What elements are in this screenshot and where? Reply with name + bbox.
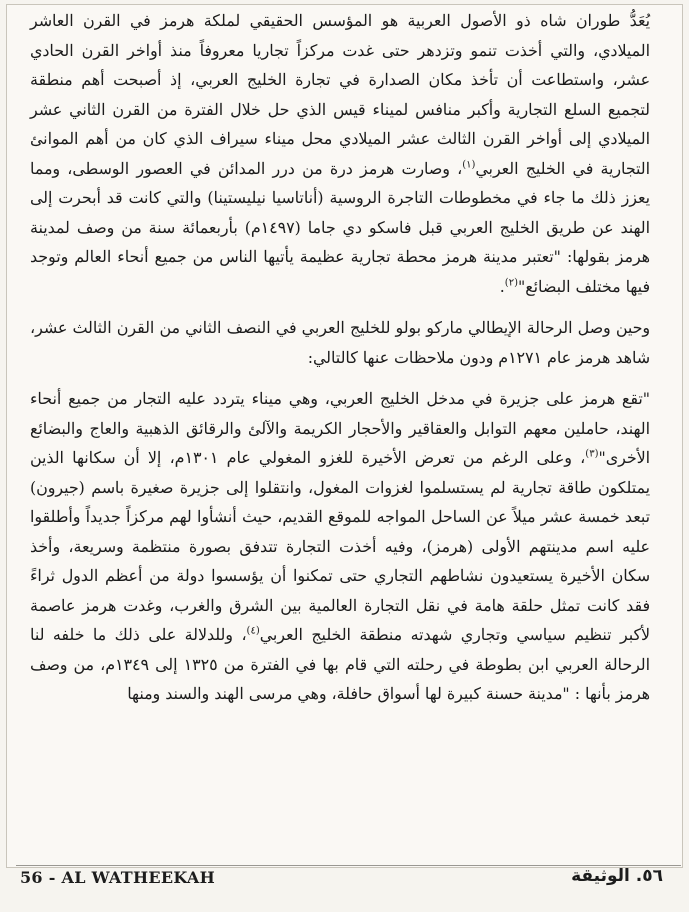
footnote-ref-2[interactable]: (٢) [504, 277, 518, 289]
article-body [14, 6, 674, 858]
paragraph-1-text: يُعَدُّ طوران شاه ذو الأصول العربية هو المؤسس الحقيقي لملكة هرمز في القرن العاشر الميلادي، والتي أخذت تنمو وتزدهر حتى غدت مركزاً تجاريا معروفاً منذ أواخر القرن الحادي عشر، واستطاعت أن تأخذ مكان الصدارة في تجارة الخليج العربي، إذ أصبحت أهم منطقة لتجميع السلع التجارية وأكبر منافس لميناء قيس الذي حل خلال الفترة من القرن الثاني عشر الميلادي إلى أواخر القرن الثالث عشر الميلادي محل ميناء سيراف الذي كان من أهم الموانئ التجارية في الخليج العربي [30, 11, 650, 178]
footnote-ref-4[interactable]: (٤) [246, 625, 260, 637]
paragraph-1-rest: ، وصارت هرمز درة من درر المدائن في العصور الوسطى، ومما يعزز ذلك ما جاء في مخطوطات التاجرة الروسية (أناتاسيا نيليستينا) والتي كانت قد أبحرت إلى الهند عن طريق الخليج العربي قبل فاسكو دي جاما (١٤٩٧م) بأربعمائة سنة من وصف لمدينة هرمز بقولها: "تعتبر مدينة هرمز محطة تجارية عظيمة يأتيها الناس من جميع أنحاء العالم وتوجد فيها مختلف البضائع" [30, 158, 650, 296]
paragraph-2-text: وحين وصل الرحالة الإيطالي ماركو بولو للخليج العربي في النصف الثاني من القرن الثالث عشر، شاهد هرمز عام ١٢٧١م ودون ملاحظات عنها كالتالي: [30, 318, 650, 367]
paragraph-3-rest: ، وعلى الرغم من تعرض الأخيرة للغزو المغولي عام ١٣٠١م، إلا أن سكانها الذين يمتلكون طاقة تجارية لم يستسلموا لغزوات المغول، وانتقلوا إلى جزيرة صغيرة باسم (جيرون) تبعد خمسة عشر ميلاً عن الساحل المواجه للموقع القديم، حيث أنشأوا لهم مركزاً جديداً وأطلقوا عليه اسم مدينتهم الأولى (هرمز)، وفيه أخذت التجارة تتدفق بصورة منتظمة وسريعة، وأخذ سكان الأخيرة يستعيدون نشاطهم التجاري حتى تمكنوا أن يؤسسوا دولة من أعظم الدول ثراءً فقد كانت تمثل حلقة هامة في نقل التجارة العالمية بين الشرق والغرب، وغدت هرمز عاصمة لأكبر تنظيم سياسي وتجاري شهدته منطقة الخليج العربي [30, 448, 651, 644]
footer-page-label: 56 - AL WATHEEKAH [20, 868, 216, 887]
paragraph-3-end: ، وللدلالة على ذلك ما خلفه لنا الرحالة العربي ابن بطوطة في رحلته التي قام بها في الفترة من ١٣٢٥ إلى ١٣٤٩م، من وصف هرمز بأنها : "مدينة حسنة كبيرة لها أسواق حافلة، وهي مرسى الهند والسند ومنها [30, 625, 651, 703]
paragraph-3 [30, 384, 650, 709]
paragraph-1 [30, 6, 650, 301]
footnote-ref-1[interactable]: (١) [462, 159, 476, 171]
paragraph-1-end: . [499, 276, 505, 296]
footnote-ref-3[interactable]: (٣) [585, 448, 599, 460]
paragraph-3-text: "تقع هرمز على جزيرة في مدخل الخليج العربي، وهي ميناء يتردد عليه التجار من جميع أنحاء الهند، حاملين معهم التوابل والعقاقير والأحجار الكريمة والآلئ والرقائق الذهبية والعاج والبضائع الأخرى" [30, 389, 650, 467]
footer-journal-label: ٥٦. الوثيقة [571, 866, 663, 886]
paragraph-2 [30, 313, 650, 372]
